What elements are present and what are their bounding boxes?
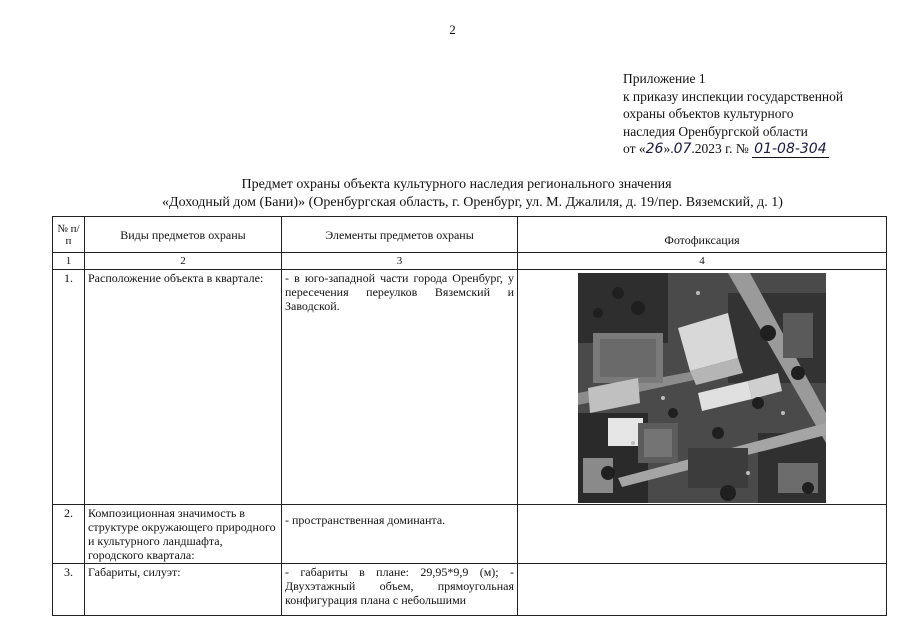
column-number: 3 bbox=[282, 253, 518, 270]
appendix-line-3: охраны объектов культурного bbox=[623, 106, 794, 121]
row-elements: - габариты в плане: 29,95*9,9 (м); - Двухэтажный объем, прямоугольная конфигурация плана с небольшими bbox=[282, 564, 518, 616]
photo-cell bbox=[518, 564, 887, 616]
page-number: 2 bbox=[449, 22, 456, 37]
photo-cell bbox=[518, 270, 887, 505]
row-num: 2. bbox=[53, 505, 85, 564]
date-day: 26 bbox=[645, 141, 664, 157]
date-year: .2023 г. № bbox=[691, 141, 749, 156]
protection-subject-table bbox=[52, 216, 887, 616]
title-line-1: Предмет охраны объекта культурного наследия регионального значения bbox=[241, 177, 672, 192]
aerial-photo bbox=[578, 273, 826, 503]
column-number: 4 bbox=[518, 253, 887, 270]
table-row bbox=[53, 270, 887, 505]
appendix-line-4: наследия Оренбургской области bbox=[623, 123, 808, 139]
table-header-row bbox=[53, 217, 887, 253]
date-prefix: от « bbox=[623, 141, 646, 156]
appendix-date-line bbox=[623, 140, 898, 159]
table-row bbox=[53, 564, 887, 616]
row-elements: - в юго-западной части города Оренбург, у пересечения переулков Вяземский и Заводской. bbox=[282, 270, 518, 505]
row-elements: - пространственная доминанта. bbox=[282, 505, 518, 564]
column-number: 2 bbox=[85, 253, 282, 270]
order-number: 01-08-304 bbox=[754, 141, 827, 157]
column-number: 1 bbox=[53, 253, 85, 270]
row-type: Композиционная значимость в структуре окружающего природного и культурного ландшафта, городского квартала: bbox=[85, 505, 282, 564]
table-row bbox=[53, 505, 887, 564]
appendix-block bbox=[623, 70, 898, 159]
appendix-line-2: к приказу инспекции государственной bbox=[623, 88, 844, 104]
date-mid: ». bbox=[663, 141, 674, 156]
row-num: 1. bbox=[53, 270, 85, 505]
document-title bbox=[0, 176, 905, 212]
header-num: № п/п bbox=[53, 217, 85, 253]
row-type: Расположение объекта в квартале: bbox=[85, 270, 282, 505]
appendix-line-1: Приложение 1 bbox=[623, 71, 706, 86]
date-month: 07 bbox=[673, 141, 692, 157]
row-type: Габариты, силуэт: bbox=[85, 564, 282, 616]
photo-cell bbox=[518, 505, 887, 564]
header-photo: Фотофиксация bbox=[518, 217, 887, 253]
row-num: 3. bbox=[53, 564, 85, 616]
header-elements: Элементы предметов охраны bbox=[282, 217, 518, 253]
title-line-2: «Доходный дом (Бани)» (Оренбургская область, г. Оренбург, ул. М. Джалиля, д. 19/пер. Вяземский, д. 1) bbox=[162, 195, 783, 210]
column-number-row bbox=[53, 253, 887, 270]
header-types: Виды предметов охраны bbox=[85, 217, 282, 253]
